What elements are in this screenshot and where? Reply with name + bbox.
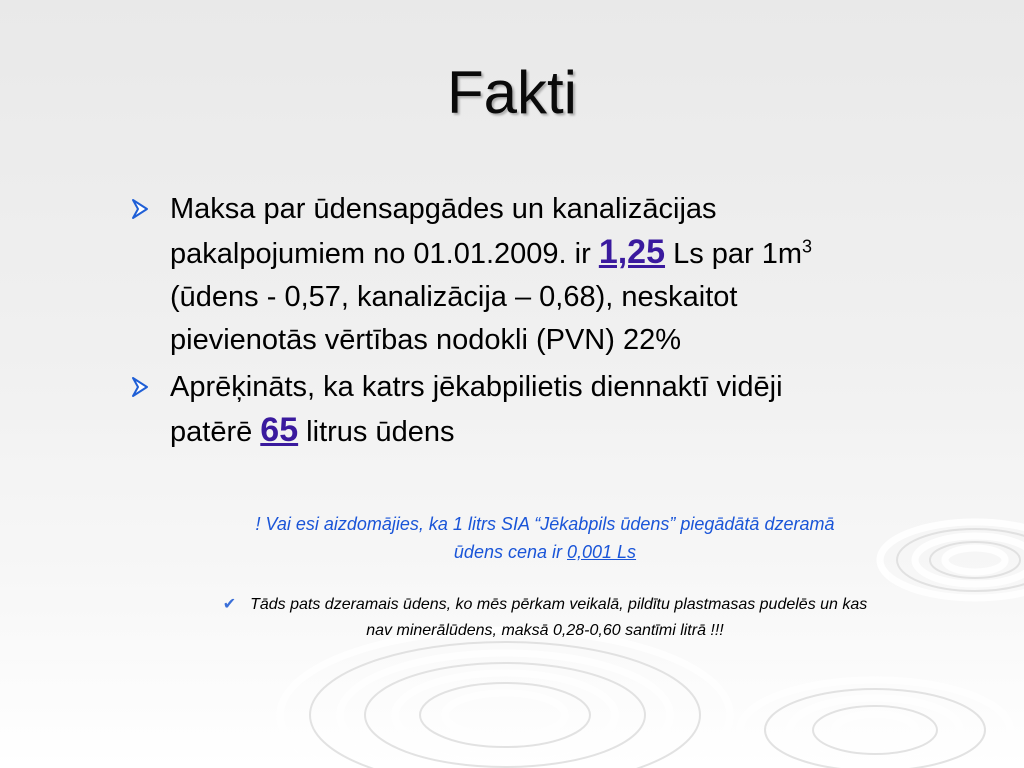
arrow-bullet-icon [130,197,150,221]
bullet-text: litrus ūdens [298,416,455,448]
bullet-text: (ūdens - 0,57, kanalizācija – 0,68), neskaitot [170,281,738,313]
amount-highlight: 65 [260,411,299,449]
bullet-text: Aprēķināts, ka katrs jēkabpilietis diennaktī vidēji [170,371,783,403]
slide-title: Fakti [446,59,578,126]
bullet-text: patērē [170,416,261,448]
bullet-list [130,188,950,454]
comparison-note [140,592,950,644]
note-price: 0,001 Ls [567,542,637,562]
bullet-text: pakalpojumiem no 01.01.2009. ir [170,238,599,270]
note-text: nav minerālūdens, maksā 0,28-0,60 santīmi litrā !!! [366,622,724,639]
bullet-text: pievienotās vērtības nodokli (PVN) 22% [170,324,681,356]
bullet-text: Maksa par ūdensapgādes un kanalizācijas [170,193,717,225]
bullet-item-consumption [130,366,950,454]
note-text: ! Vai esi aizdomājies, ka 1 litrs SIA “Jēkabpils ūdens” piegādātā dzeramā [255,514,835,534]
superscript: 3 [802,236,813,257]
arrow-bullet-icon [130,375,150,399]
info-note [140,510,950,566]
checkmark-icon: ✔ [222,596,237,613]
bullet-text: Ls par 1m [665,238,803,270]
bullet-item-water-price [130,188,950,362]
price-highlight: 1,25 [598,233,666,271]
note-text: ūdens cena ir [453,542,567,562]
note-text: Tāds pats dzeramais ūdens, ko mēs pērkam veikalā, pildītu plastmasas pudelēs un kas [250,596,868,613]
